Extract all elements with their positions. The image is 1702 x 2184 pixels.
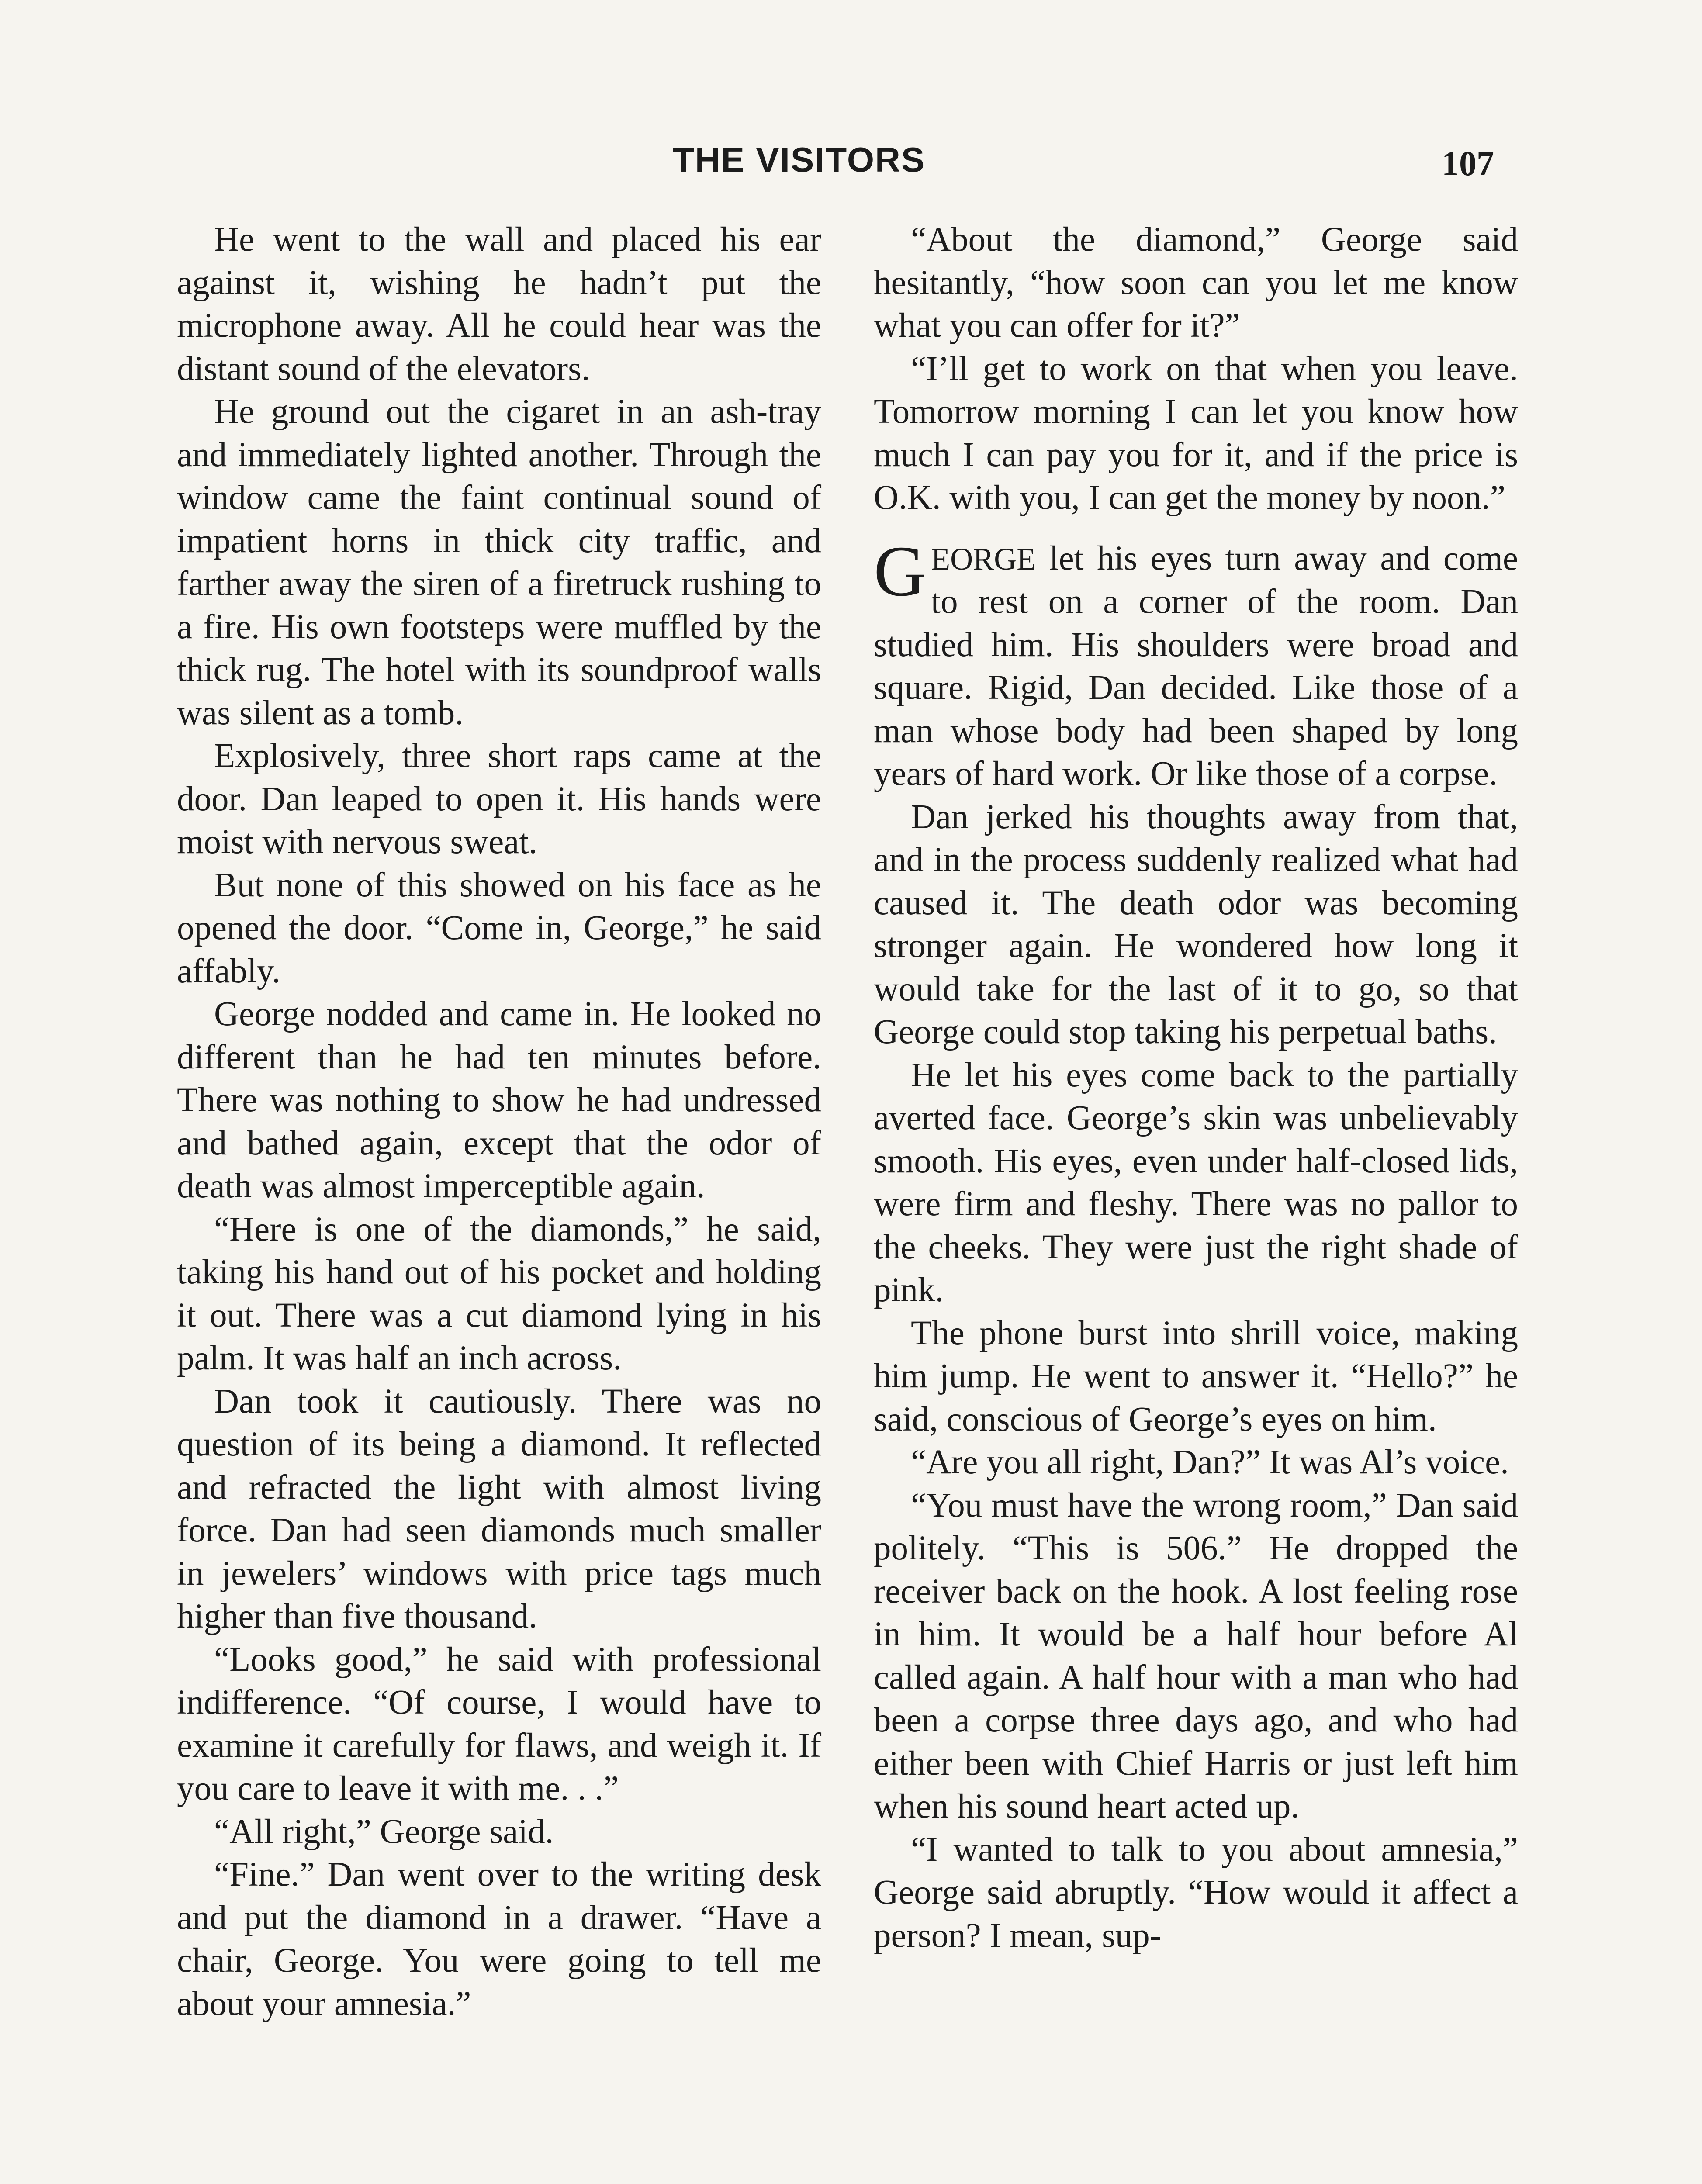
page-number: 107: [1442, 145, 1494, 183]
running-header-title: THE VISITORS: [673, 140, 926, 179]
paragraph: “I’ll get to work on that when you leave. Tomorrow morning I can let you know how much I can pay you for it, and if the price is O.K. with you, I can get the money by noon.”: [874, 349, 1518, 517]
paragraph: “Are you all right, Dan?” It was Al’s voice.: [911, 1443, 1509, 1481]
paragraph: “Here is one of the diamonds,” he said, taking his hand out of his pocket and holding it out. There was a cut diamond lying in his palm. It was half an inch across.: [177, 1210, 821, 1377]
paragraph: Explosively, three short raps came at the door. Dan leaped to open it. His hands were moist with nervous sweat.: [177, 737, 821, 861]
small-caps-lead: EORGE: [931, 541, 1036, 577]
paragraph: He went to the wall and placed his ear against it, wishing he hadn’t put the microphone away. All he could hear was the distant sound of the elevators.: [177, 221, 821, 388]
paragraph: “I wanted to talk to you about amnesia,” George said abruptly. “How would it affect a person? I mean, sup-: [874, 1830, 1518, 1955]
paragraph: “Looks good,” he said with professional indifference. “Of course, I would have to examine it carefully for flaws, and weigh it. If you care to leave it with me. . .”: [177, 1640, 821, 1807]
section-text: let his eyes turn away and come to rest on a corner of the room. Dan studied him. His shoulders were broad and square. Rigid, Dan decided. Like those of a man whose body had been shaped by long years of hard work. Or like those of a corpse.: [874, 539, 1518, 793]
paragraph: He ground out the cigaret in an ash-tray and immediately lighted another. Through the window came the faint continual sound of impatient horns in thick city traffic, and farther away the siren of a firetruck rushing to a fire. His own footsteps were muffled by the thick rug. The hotel with its soundproof walls was silent as a tomb.: [177, 393, 821, 732]
paragraph: “Fine.” Dan went over to the writing desk and put the diamond in a drawer. “Have a chair, George. You were going to tell me about your amnesia.”: [177, 1856, 821, 2023]
drop-cap: G: [874, 531, 926, 611]
paragraph: Dan took it cautiously. There was no question of its being a diamond. It reflected and refracted the light with almost living force. Dan had seen diamonds much smaller in jewelers’ windows with price tags much higher than five thousand.: [177, 1382, 821, 1635]
right-column: [874, 218, 1518, 1957]
section-opening-paragraph: [874, 531, 1518, 796]
paragraph: Dan jerked his thoughts away from that, and in the process suddenly realized what had caused it. The death odor was becoming stronger again. He wondered how long it would take for the last of it to go, so that George could stop taking his perpetual baths.: [874, 798, 1518, 1051]
left-column: [177, 218, 821, 2025]
paragraph: But none of this showed on his face as he opened the door. “Come in, George,” he said affably.: [177, 866, 821, 990]
paragraph: “About the diamond,” George said hesitantly, “how soon can you let me know what you can offer for it?”: [874, 221, 1518, 345]
paragraph: He let his eyes come back to the partially averted face. George’s skin was unbelievably smooth. His eyes, even under half-closed lids, were firm and fleshy. There was no pallor to the cheeks. They were just the right shade of pink.: [874, 1056, 1518, 1309]
paragraph: “All right,” George said.: [214, 1812, 554, 1851]
paragraph: The phone burst into shrill voice, making him jump. He went to answer it. “Hello?” he said, conscious of George’s eyes on him.: [874, 1314, 1518, 1438]
paragraph: George nodded and came in. He looked no different than he had ten minutes before. There was nothing to show he had undressed and bathed again, except that the odor of death was almost imperceptible again.: [177, 995, 821, 1205]
paragraph: “You must have the wrong room,” Dan said politely. “This is 506.” He dropped the receiver back on the hook. A lost feeling rose in him. It would be a half hour before Al called again. A half hour with a man who had been a corpse three days ago, and who had either been with Chief Harris or just left him when his sound heart acted up.: [874, 1486, 1518, 1825]
